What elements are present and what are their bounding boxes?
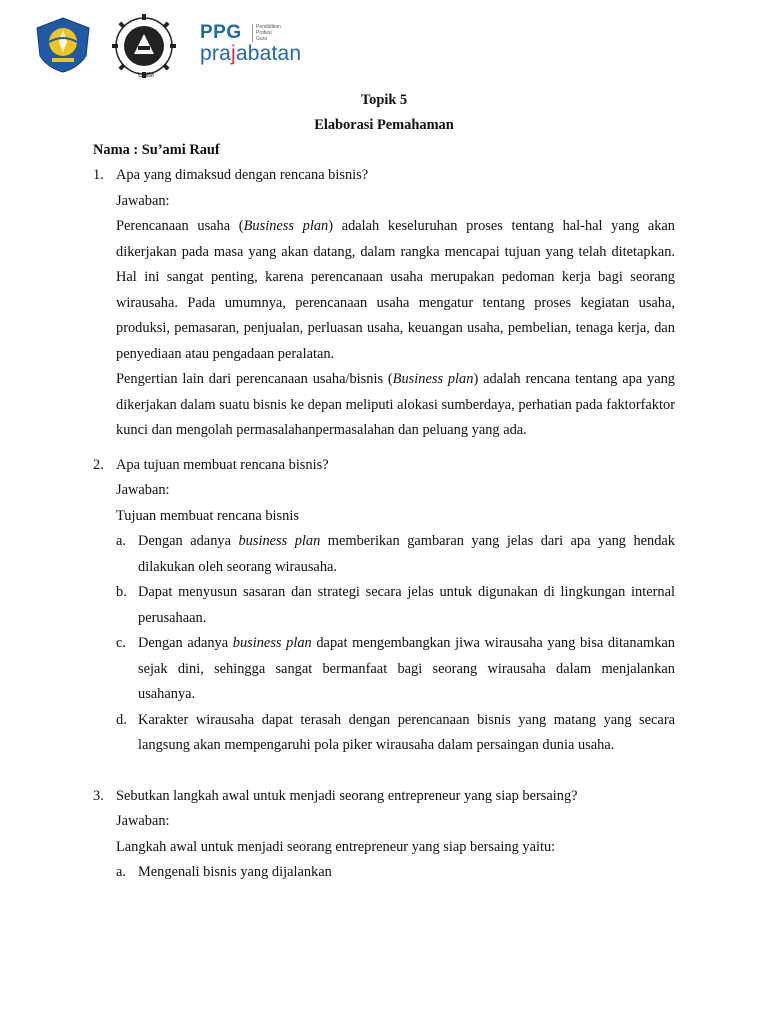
answer-label: Jawaban:: [116, 192, 170, 209]
document-title: Elaborasi Pemahaman: [314, 117, 454, 133]
question-text: Apa yang dimaksud dengan rencana bisnis?: [116, 167, 369, 183]
answer-paragraph: Perencanaan usaha (Business plan) adalah keseluruhan proses tentang hal-hal yang akan dikerjakan pada masa yang akan datang, dalam rangka mencapai tujuan yang telah ditetapkan. Hal ini sangat penting, karena perencanaan usaha merupakan pedoman kerja bagi seorang wirausaha. Pada umumnya, perencanaan usaha mengatur tentang proses kegiatan usaha, produksi, pemasaran, penjualan, perluasan usaha, keuangan usaha, pembelian, tenaga kerja, dan penyediaan atau pengadaan peralatan.: [116, 218, 675, 362]
list-item: a. Mengenali bisnis yang dijalankan: [116, 864, 332, 880]
list-item: b. Dapat menyusun sasaran dan strategi secara jelas untuk digunakan di lingkungan internal perusahaan.: [116, 584, 675, 626]
ppg-prajabatan-logo: [200, 22, 340, 72]
prajabatan-label: prajabatan: [200, 42, 302, 65]
list-item: a. Dengan adanya business plan memberikan gambaran yang jelas dari apa yang hendak dilakukan oleh seorang wirausaha.: [116, 533, 676, 575]
document-body: [93, 88, 675, 886]
answer-paragraph: Pengertian lain dari perencanaan usaha/bisnis (Business plan) adalah rencana tentang apa yang dikerjakan dalam suatu bisnis ke depan meliputi alokasi sumberdaya, perhatian pada faktorfaktor kunci dan mengolah permasalahanpermasalahan dan peluang yang ada.: [116, 371, 675, 438]
kemdikbud-logo-icon: [34, 16, 92, 74]
ppg-label: PPG: [200, 22, 242, 43]
topic-heading: Topik 5: [360, 92, 408, 108]
question-text: Apa tujuan membuat rencana bisnis?: [116, 456, 329, 473]
question-text: Sebutkan langkah awal untuk menjadi seorang entrepreneur yang siap bersaing?: [116, 787, 578, 804]
answer-label: Jawaban:: [116, 482, 170, 498]
question-number: 1.: [93, 167, 104, 183]
question-number: 2.: [93, 456, 104, 473]
ppg-small-label: Pendidikan Profesi Guru: [252, 24, 281, 42]
answer-label: Jawaban:: [116, 813, 170, 829]
name-line: Nama : Su’ami Rauf: [93, 142, 220, 158]
question-2: [93, 453, 675, 759]
header-logos: [34, 12, 334, 78]
question-1: [93, 163, 675, 444]
list-item: d. Karakter wirausaha dapat terasah dengan perencanaan bisnis yang matang yang secara langsung akan mempengaruhi pola piker wirausaha dalam persaingan dunia usaha.: [116, 711, 675, 753]
question-3: [93, 784, 675, 886]
answer-intro: Langkah awal untuk menjadi seorang entrepreneur yang siap bersaing yaitu:: [116, 838, 556, 855]
unm-label: UNM: [138, 72, 154, 79]
question-number: 3.: [93, 787, 104, 804]
answer-intro: Tujuan membuat rencana bisnis: [116, 507, 299, 524]
list-item: c. Dengan adanya business plan dapat mengembangkan jiwa wirausaha yang bisa ditanamkan sejak dini, sehingga sangat bermanfaat bagi seorang wirausaha dalam menjalankan usahanya.: [116, 635, 675, 702]
